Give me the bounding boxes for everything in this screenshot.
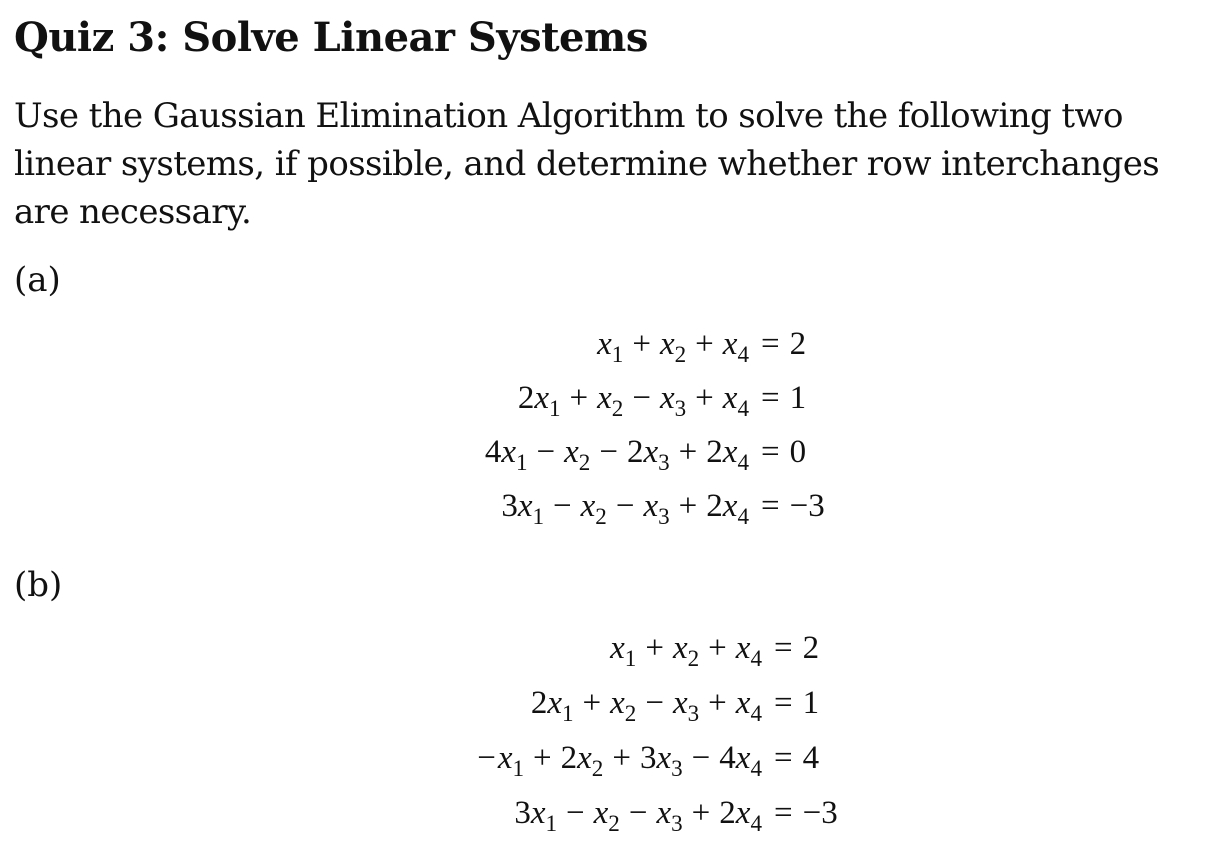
variable: x: [735, 685, 751, 721]
operator-sign: −: [553, 488, 572, 524]
part-b-label: (b): [14, 565, 63, 605]
equals-sign: =: [774, 685, 793, 721]
operator-sign: +: [533, 740, 552, 776]
variable: x: [722, 488, 738, 524]
operator-sign: +: [708, 685, 727, 721]
operator-sign: +: [569, 380, 589, 416]
operator-sign: −: [632, 380, 651, 416]
variable: x: [735, 630, 751, 666]
coefficient: 2: [517, 380, 535, 416]
page-title: Quiz 3: Solve Linear Systems: [14, 14, 648, 61]
equation-row: [14, 374, 1204, 422]
coefficient: 2: [626, 434, 644, 470]
coefficient: 2: [706, 488, 723, 524]
variable-subscript: 2: [595, 503, 607, 530]
operator-sign: +: [582, 685, 602, 721]
variable-subscript: 1: [545, 810, 558, 837]
variable-subscript: 3: [658, 503, 670, 530]
instructions-paragraph: Use the Gaussian Elimination Algorithm to solve the following two linear systems, if possible, and determine whether row interchanges are necessary.: [14, 96, 1160, 232]
operator-sign: +: [645, 630, 664, 666]
equation-rhs: [762, 789, 838, 837]
variable: x: [735, 795, 751, 831]
equation-row: [14, 482, 1204, 530]
equation-row: [14, 789, 1204, 837]
variable: x: [597, 380, 612, 416]
equation-rhs: [749, 320, 806, 368]
variable: x: [564, 434, 579, 470]
equals-sign: =: [761, 434, 780, 470]
variable-subscript: 1: [611, 341, 624, 368]
coefficient: 3: [501, 488, 518, 524]
equation-row: [14, 428, 1204, 476]
variable: x: [534, 380, 549, 416]
equation-rhs: [762, 679, 819, 727]
operator-sign: +: [691, 795, 711, 831]
coefficient: 2: [560, 740, 578, 776]
variable: x: [580, 488, 596, 524]
equation-rhs: [749, 374, 806, 422]
equation-row: [14, 679, 1204, 727]
variable: x: [497, 740, 513, 776]
variable: x: [610, 685, 625, 721]
equals-sign: =: [761, 488, 780, 524]
variable-subscript: 4: [750, 755, 762, 782]
variable-subscript: 2: [674, 341, 687, 368]
equals-sign: =: [774, 630, 793, 666]
operator-sign: +: [632, 326, 651, 362]
equation-lhs: [518, 374, 749, 422]
operator-sign: +: [678, 488, 698, 524]
variable-subscript: 3: [658, 449, 670, 476]
variable: x: [547, 685, 562, 721]
equals-sign: =: [761, 326, 780, 362]
variable-subscript: 1: [548, 395, 561, 422]
variable: x: [530, 795, 546, 831]
equation-rhs: [749, 482, 825, 530]
variable-subscript: 4: [737, 395, 749, 422]
variable-subscript: 3: [674, 395, 687, 422]
variable-subscript: 2: [591, 755, 604, 782]
operator-sign: +: [612, 740, 631, 776]
variable: x: [722, 434, 738, 470]
operator-sign: +: [695, 380, 714, 416]
equation-lhs: [531, 679, 762, 727]
operator-sign: −: [615, 488, 635, 524]
equation-rhs: [762, 734, 819, 782]
variable: x: [610, 630, 625, 666]
variable: x: [643, 434, 659, 470]
equation-row: [14, 624, 1204, 672]
variable: x: [656, 795, 672, 831]
coefficient: 3: [639, 740, 657, 776]
variable: x: [501, 434, 516, 470]
operator-sign: +: [678, 434, 698, 470]
variable-subscript: 4: [750, 645, 762, 672]
variable: x: [643, 488, 659, 524]
variable-subscript: 2: [624, 700, 637, 727]
equation-rhs: [762, 624, 819, 672]
variable: x: [597, 326, 612, 362]
variable: x: [593, 795, 609, 831]
equation-row: [14, 320, 1204, 368]
coefficient: 4: [719, 740, 736, 776]
variable: x: [722, 380, 738, 416]
rhs-value: 1: [789, 380, 807, 416]
variable-subscript: 2: [608, 810, 620, 837]
rhs-value: 4: [802, 740, 820, 776]
operator-sign: −: [536, 434, 556, 470]
variable-subscript: 4: [750, 810, 762, 837]
operator-sign: −: [477, 740, 496, 776]
variable-subscript: 4: [737, 341, 749, 368]
operator-sign: −: [691, 740, 711, 776]
operator-sign: −: [566, 795, 585, 831]
rhs-value: 1: [802, 685, 820, 721]
variable-subscript: 3: [687, 700, 700, 727]
variable-subscript: 1: [532, 503, 545, 530]
equals-sign: =: [774, 795, 793, 831]
variable-subscript: 4: [750, 700, 762, 727]
equation-lhs: [597, 320, 749, 368]
variable: x: [659, 326, 675, 362]
coefficient: 4: [484, 434, 502, 470]
variable-subscript: 2: [687, 645, 700, 672]
coefficient: 2: [530, 685, 548, 721]
variable-subscript: 1: [512, 755, 525, 782]
variable: x: [577, 740, 592, 776]
operator-sign: +: [695, 326, 714, 362]
variable: x: [722, 326, 738, 362]
variable-subscript: 3: [671, 755, 683, 782]
variable-subscript: 4: [737, 449, 749, 476]
variable: x: [517, 488, 533, 524]
rhs-value: −3: [789, 488, 825, 524]
equation-lhs: [477, 734, 762, 782]
variable: x: [672, 630, 688, 666]
part-a-label: (a): [14, 260, 61, 300]
rhs-value: 2: [802, 630, 820, 666]
operator-sign: −: [628, 795, 648, 831]
variable-subscript: 4: [737, 503, 749, 530]
operator-sign: −: [645, 685, 664, 721]
rhs-value: −3: [802, 795, 838, 831]
equals-sign: =: [774, 740, 793, 776]
variable-subscript: 2: [578, 449, 591, 476]
variable: x: [672, 685, 688, 721]
variable-subscript: 3: [671, 810, 683, 837]
equation-lhs: [514, 789, 762, 837]
coefficient: 2: [719, 795, 736, 831]
variable-subscript: 1: [561, 700, 574, 727]
equation-lhs: [485, 428, 749, 476]
variable-subscript: 1: [624, 645, 637, 672]
variable: x: [735, 740, 751, 776]
variable-subscript: 1: [515, 449, 528, 476]
equation-lhs: [501, 482, 749, 530]
variable: x: [656, 740, 672, 776]
equals-sign: =: [761, 380, 780, 416]
operator-sign: +: [708, 630, 727, 666]
coefficient: 3: [514, 795, 531, 831]
equation-row: [14, 734, 1204, 782]
variable-subscript: 2: [611, 395, 624, 422]
operator-sign: −: [599, 434, 618, 470]
variable: x: [659, 380, 675, 416]
equation-rhs: [749, 428, 806, 476]
coefficient: 2: [706, 434, 723, 470]
rhs-value: 2: [789, 326, 807, 362]
rhs-value: 0: [789, 434, 807, 470]
equation-lhs: [610, 624, 762, 672]
